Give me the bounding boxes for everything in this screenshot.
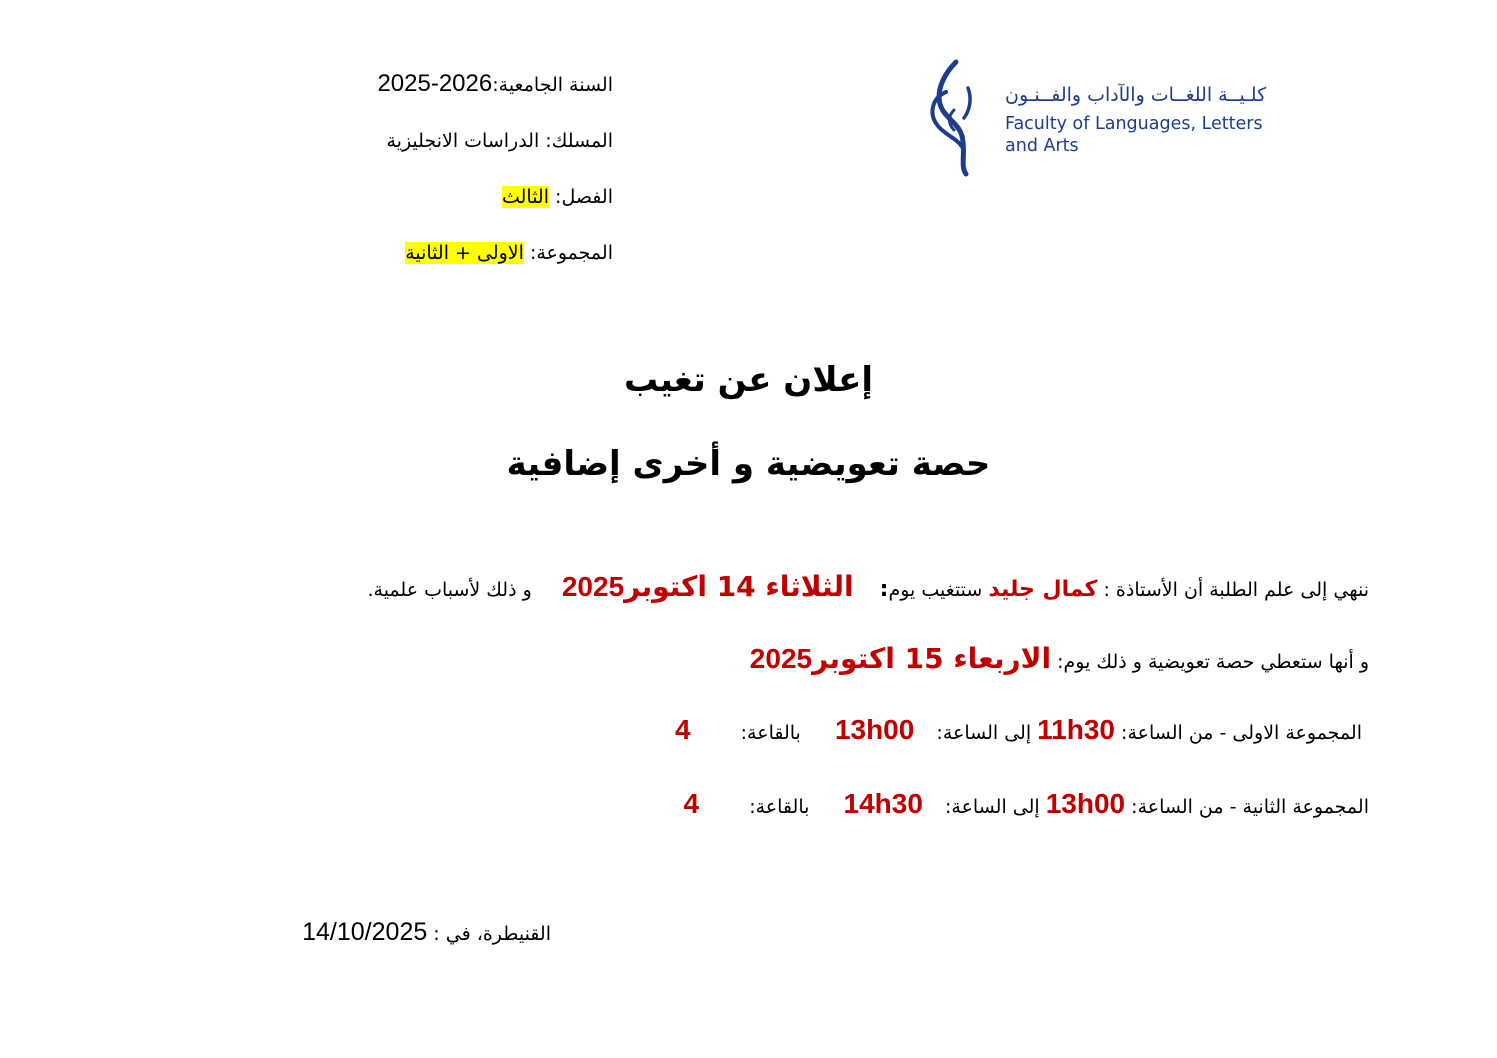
announcement-title: إعلان عن تغيب — [623, 360, 874, 400]
absence-year: 2025 — [561, 571, 625, 602]
absence-day: الثلاثاء 14 اكتوبر — [624, 570, 854, 603]
makeup-day: الاربعاء 15 اكتوبر — [812, 642, 1052, 675]
absence-day-label: ستتغيب يوم — [888, 579, 983, 601]
group2-schedule-line — [684, 788, 1369, 820]
group2-room-label: بالقاعة: — [743, 796, 810, 818]
track-value: الدراسات الانجليزية — [386, 130, 540, 152]
document-date: 14/10/2025 — [302, 918, 428, 946]
group2-label: المجموعة الثانية - من الساعة: — [1125, 796, 1369, 818]
group1-to-label: إلى الساعة: — [930, 722, 1032, 744]
group-line — [405, 242, 613, 264]
professor-name: كمال جليد — [988, 577, 1098, 602]
faculty-name-english-line2: and Arts — [1005, 136, 1079, 156]
group2-room-number: 4 — [683, 788, 700, 819]
track-label: المسلك: — [539, 130, 613, 152]
absence-notice-line — [367, 570, 1369, 603]
makeup-year: 2025 — [749, 643, 813, 674]
group1-end-time: 13h00 — [834, 714, 915, 745]
faculty-name-english — [1005, 113, 1263, 157]
semester-line — [502, 186, 613, 208]
group2-start-time: 13h00 — [1045, 788, 1126, 819]
absence-reason-text: و ذلك لأسباب علمية. — [367, 579, 532, 601]
faculty-emblem-icon — [918, 58, 988, 178]
faculty-name-arabic: كلـيــة اللغــات والآداب والفــنـون — [1005, 84, 1267, 106]
academic-year-label: السنة الجامعية: — [492, 74, 613, 96]
place-date-line — [302, 918, 551, 947]
group-value: الاولى + الثانية — [405, 242, 524, 264]
track-line — [386, 130, 613, 152]
group1-schedule-line — [675, 714, 1362, 746]
makeup-notice-line — [750, 642, 1369, 675]
group2-end-time: 14h30 — [843, 788, 923, 819]
academic-year-line — [377, 70, 613, 98]
place-label: القنيطرة، في : — [427, 923, 551, 945]
group1-room-label: بالقاعة: — [734, 722, 801, 744]
academic-year-value: 2025-2026 — [377, 70, 493, 97]
semester-value: الثالث — [501, 186, 549, 208]
group1-label: المجموعة الاولى - من الساعة: — [1115, 722, 1362, 744]
group1-start-time: 11h30 — [1037, 714, 1116, 745]
absence-day-colon: : — [879, 577, 889, 602]
announcement-subtitle: حصة تعويضية و أخرى إضافية — [506, 444, 991, 484]
group1-room-number: 4 — [674, 714, 691, 745]
faculty-name-english-line1: Faculty of Languages, Letters — [1005, 114, 1263, 134]
semester-label: الفصل: — [549, 186, 613, 208]
group2-to-label: إلى الساعة: — [938, 796, 1040, 818]
absence-intro-text: ننهي إلى علم الطلبة أن الأستاذة : — [1097, 579, 1369, 601]
makeup-intro-text: و أنها ستعطي حصة تعويضية و ذلك يوم: — [1051, 651, 1369, 673]
group-label: المجموعة: — [523, 242, 613, 264]
